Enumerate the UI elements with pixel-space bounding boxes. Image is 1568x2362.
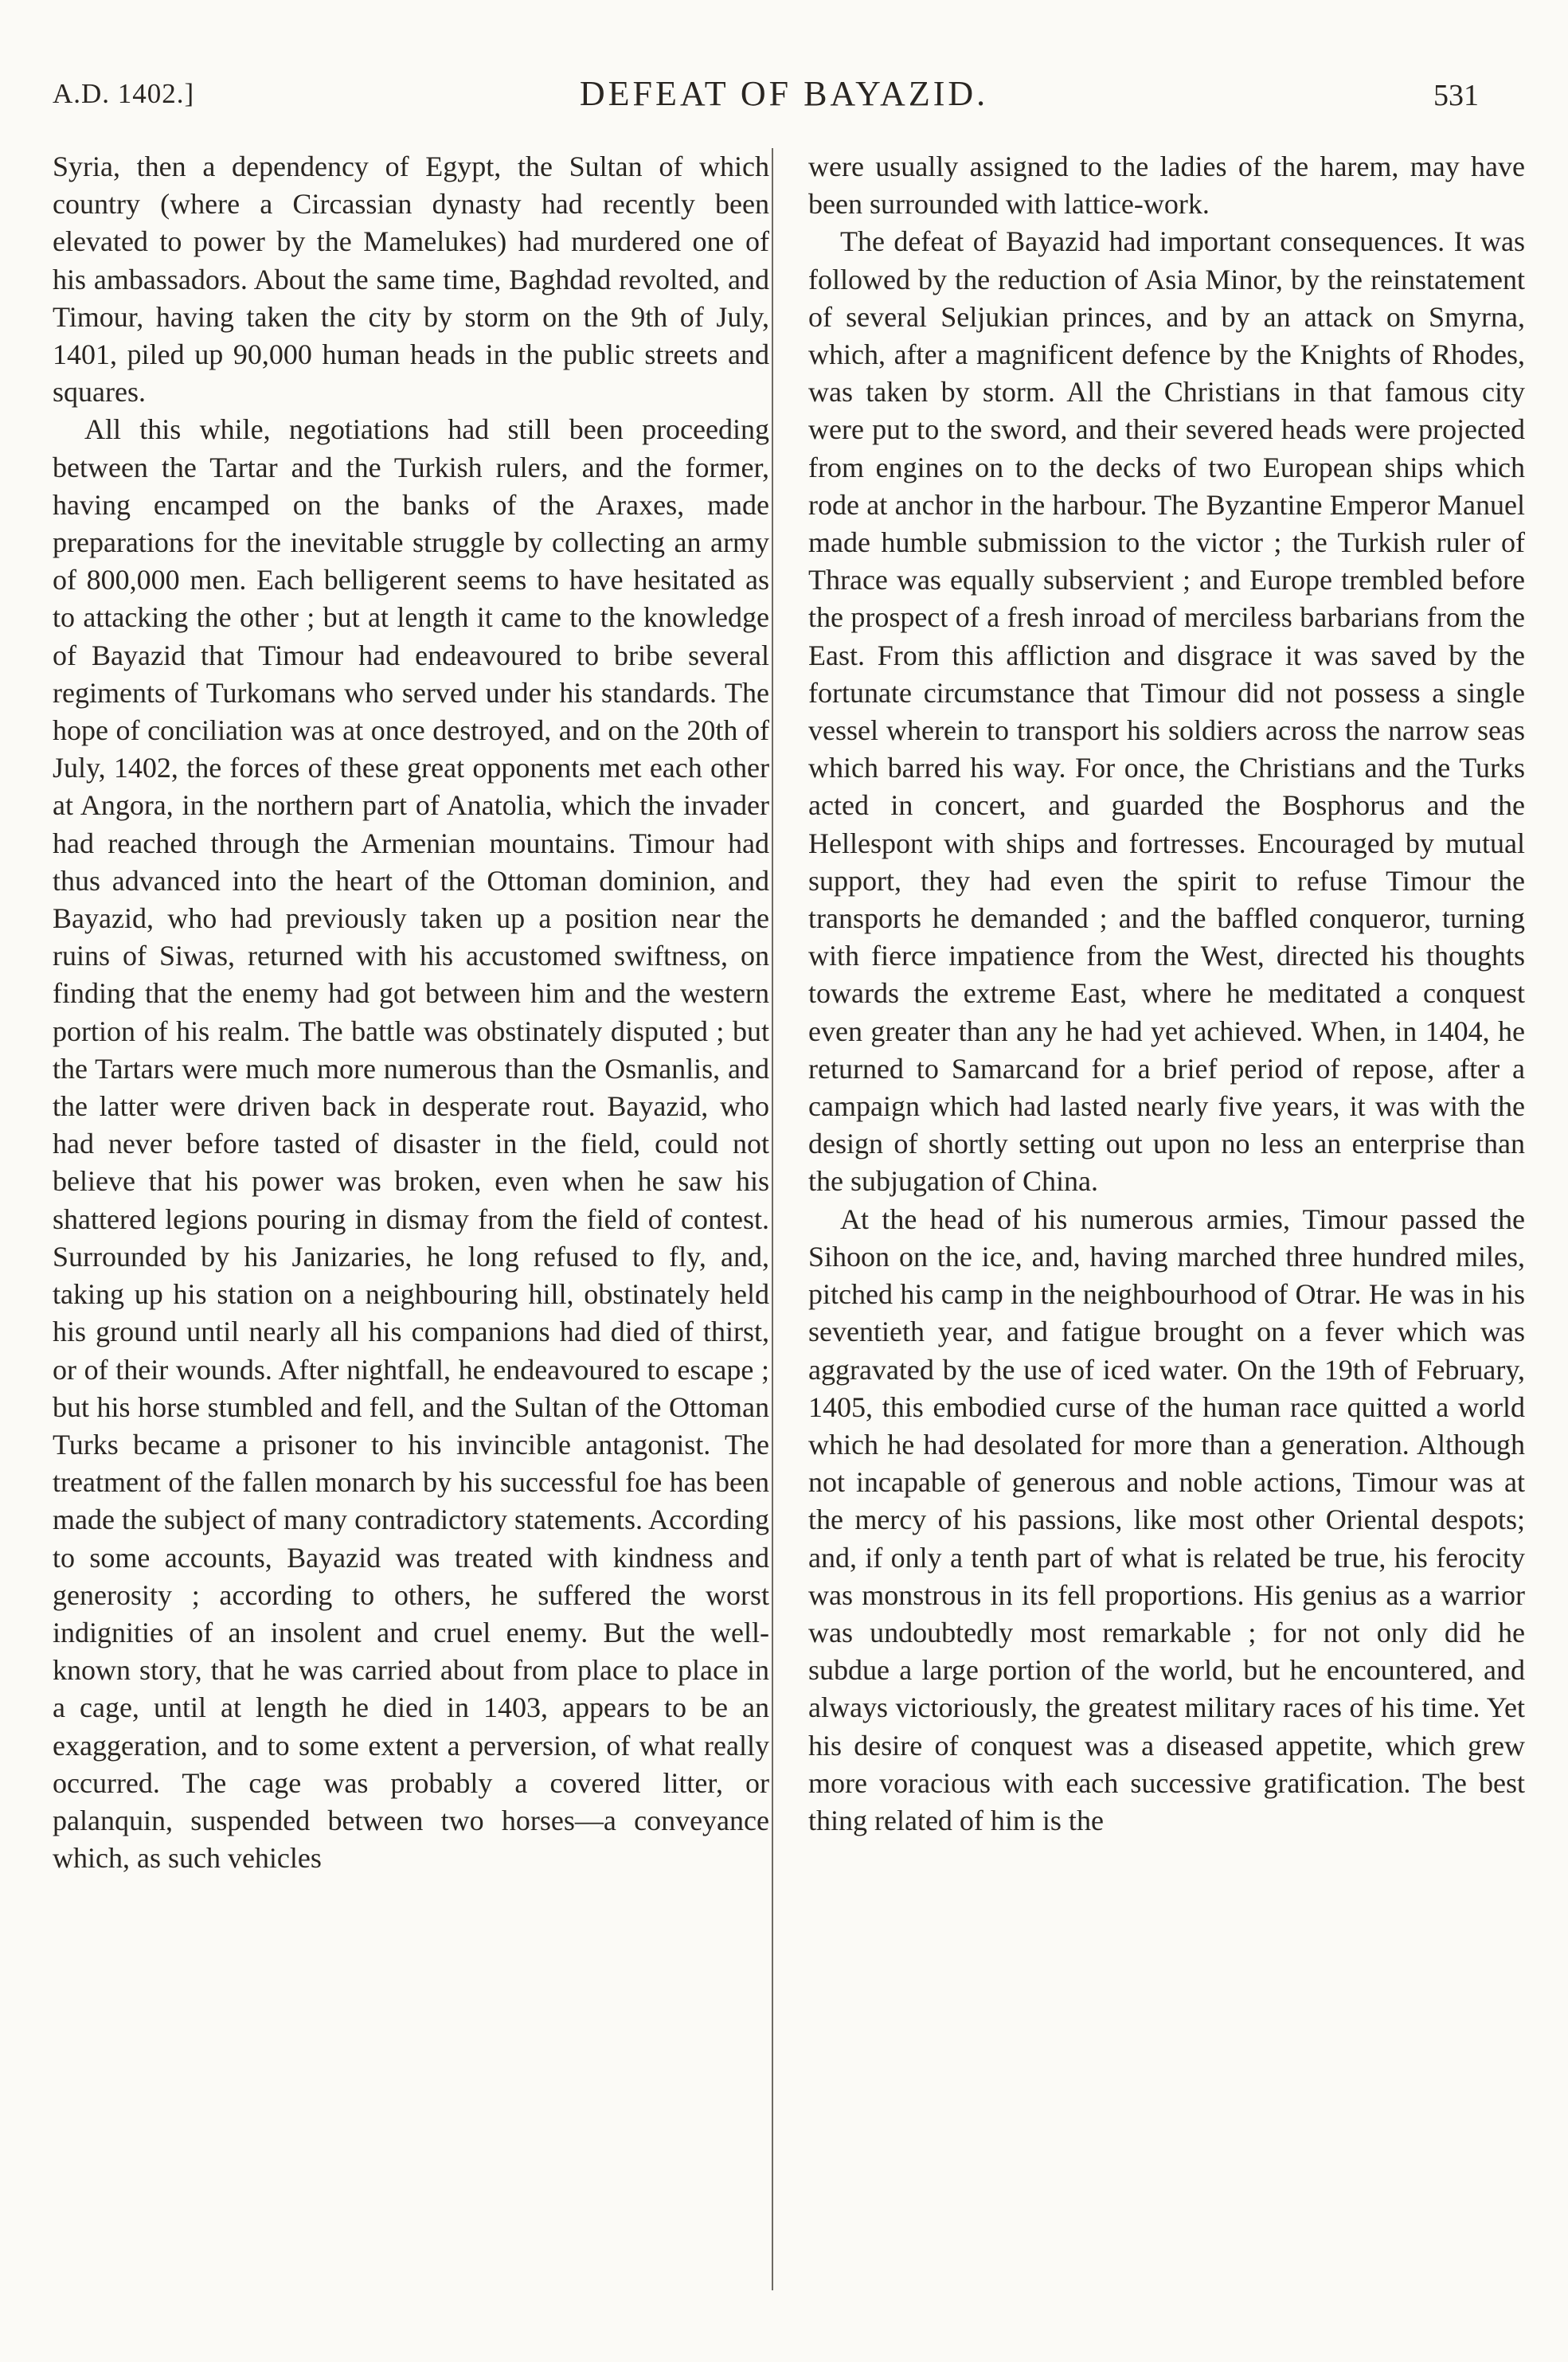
paragraph: At the head of his numerous armies, Timour passed the Sihoon on the ice, and, having marched three hundred miles, pitched his camp in the neighbourhood of Otrar. He was in his seventieth year, and fatigue brought on a fever which was aggravated by the use of iced water. On the 19th of February, 1405, this embodied curse of the human race quitted a world which he had desolated for more than a generation. Although not incapable of generous and noble actions, Timour was at the mercy of his passions, like most other Oriental despots; and, if only a tenth part of what is related be true, his ferocity was monstrous in its fell proportions. His genius as a warrior was undoubtedly most remarkable ; for not only did he subdue a large portion of the world, but he encountered, and always victoriously, the greatest military races of his time. Yet his desire of conquest was a diseased appetite, which grew more voracious with each successive gratification. The best thing related of him is the [808,1203,1525,1836]
paragraph: The defeat of Bayazid had important consequences. It was followed by the reduction of Asia Minor, by the reinstatement of several Seljukian princes, and by an attack on Smyrna, which, after a magnificent defence by the Knights of Rhodes, was taken by storm. All the Christians in that famous city were put to the sword, and their severed heads were projected from engines on to the decks of two European ships which rode at anchor in the harbour. The Byzantine Emperor Manuel made humble submission to the victor ; the Turkish ruler of Thrace was equally subservient ; and Europe trembled before the prospect of a fresh inroad of merciless barbarians from the East. From this affliction and disgrace it was saved by the fortunate circumstance that Timour did not possess a single vessel wherein to transport his soldiers across the narrow seas which barred his way. For once, the Christians and the Turks acted in concert, and guarded the Bosphorus and the Hellespont with ships and fortresses. Encouraged by mutual support, they had even the spirit to refuse Timour the transports he demanded ; and the baffled conqueror, turning with fierce impatience from the West, directed his thoughts towards the extreme East, where he meditated a conquest even greater than any he had yet achieved. When, in 1404, he returned to Samarcand for a brief period of repose, after a campaign which had lasted nearly five years, it was with the design of shortly setting out upon no less an enterprise than the subjugation of China. [808,225,1525,1198]
paragraph: were usually assigned to the ladies of the harem, may have been surrounded with lattice-work. [808,151,1525,221]
column-divider [772,148,773,2290]
page-number: 531 [1433,79,1479,112]
header-date: A.D. 1402.] [53,78,195,109]
right-column [808,148,1525,1840]
paragraph: Syria, then a dependency of Egypt, the Sultan of which country (where a Circassian dynasty had recently been elevated to power by the Mamelukes) had murdered one of his ambassadors. About the same time, Baghdad revolted, and Timour, having taken the city by storm on the 9th of July, 1401, piled up 90,000 human heads in the public streets and squares. [53,151,769,409]
paragraph: All this while, negotiations had still been proceeding between the Tartar and the Turkish rulers, and the former, having encamped on the banks of the Araxes, made preparations for the inevitable struggle by collecting an army of 800,000 men. Each belligerent seems to have hesitated as to attacking the other ; but at length it came to the knowledge of Bayazid that Timour had endeavoured to bribe several regiments of Turkomans who served under his standards. The hope of conciliation was at once destroyed, and on the 20th of July, 1402, the forces of these great opponents met each other at Angora, in the northern part of Anatolia, which the invader had reached through the Armenian mountains. Timour had thus advanced into the heart of the Ottoman dominion, and Bayazid, who had previously taken up a position near the ruins of Siwas, returned with his accustomed swiftness, on finding that the enemy had got between him and the western portion of his realm. The battle was obstinately disputed ; but the Tartars were much more numerous than the Osmanlis, and the latter were driven back in desperate rout. Bayazid, who had never before tasted of disaster in the field, could not believe that his power was broken, even when he saw his shattered legions pouring in dismay from the field of contest. Surrounded by his Janizaries, he long refused to fly, and, taking up his station on a neighbouring hill, obstinately held his ground until nearly all his companions had died of thirst, or of their wounds. After nightfall, he endeavoured to escape ; but his horse stumbled and fell, and the Sultan of the Ottoman Turks became a prisoner to his invincible antagonist. The treatment of the fallen monarch by his successful foe has been made the subject of many contradictory statements. According to some accounts, Bayazid was treated with kindness and generosity ; according to others, he suffered the worst indignities of an insolent and cruel enemy. But the well-known story, that he was carried about from place to place in a cage, until at length he died in 1403, appears to be an exaggeration, and to some extent a perversion, of what really occurred. The cage was probably a covered litter, or palanquin, suspended between two horses—a conveyance which, as such vehicles [53,413,769,1875]
left-column [53,148,769,1877]
page-title: DEFEAT OF BAYAZID. [579,74,989,113]
running-head [0,73,1568,121]
